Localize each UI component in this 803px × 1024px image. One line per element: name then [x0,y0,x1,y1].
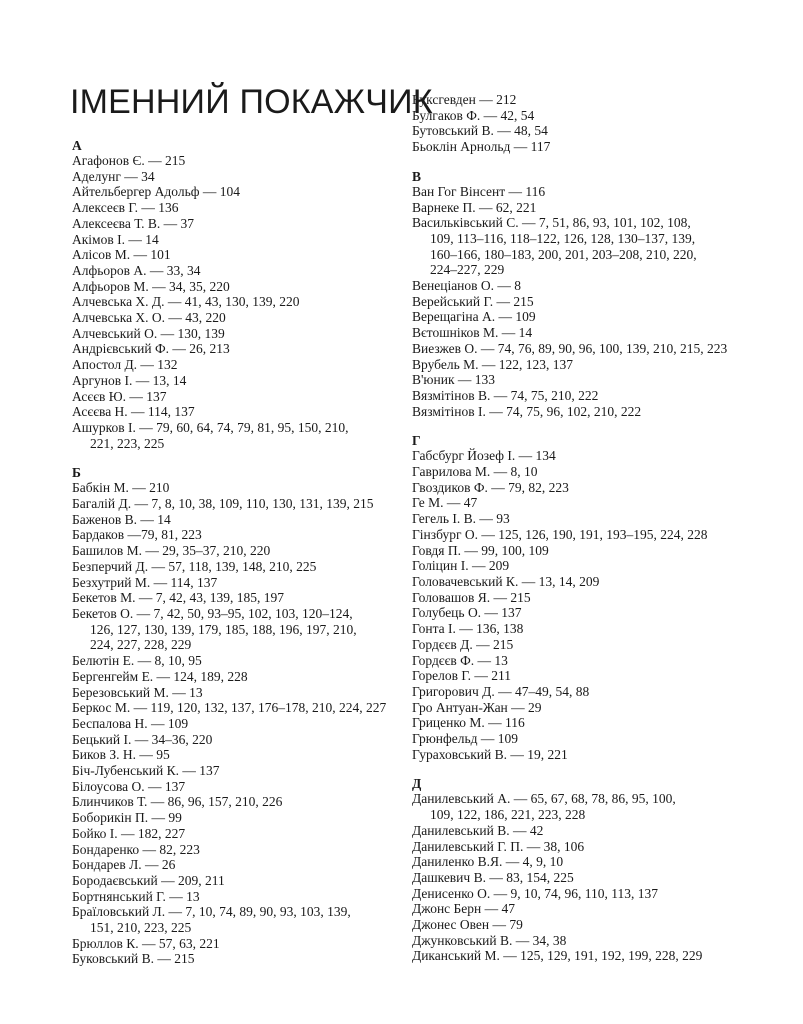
entry-continuation: 109, 113–116, 118–122, 126, 128, 130–137, 139, [430,230,696,246]
entry-text: Башилов М. — 29, 35–37, 210, 220 [72,543,271,559]
entry-text: Врубель М. — 122, 123, 137 [412,356,573,372]
index-entry [72,653,386,669]
entry-text: Вязмітінов В. — 74, 75, 210, 222 [412,387,599,403]
entry-text: Грюнфельд — 109 [412,731,519,747]
entry-text: Биков З. Н. — 95 [72,747,170,763]
entry-text: Алчевська Х. О. — 43, 220 [72,310,226,326]
entry-text: Апостол Д. — 132 [72,357,178,373]
index-entry [412,357,727,373]
index-entry [412,200,727,216]
index-entry [412,108,727,124]
entry-text: Бондарев Л. — 26 [72,857,176,873]
entry-text: Гінзбург О. — 125, 126, 190, 191, 193–195, 224, 228 [412,526,708,542]
index-entry [412,791,727,822]
page-title: ІМЕННИЙ ПОКАЖЧИК [70,83,433,121]
entry-continuation: 224–227, 229 [430,262,505,278]
entry-text: Алісов М. — 101 [72,247,171,263]
index-entry [72,794,386,810]
index-entry [412,637,727,653]
entry-text: Данилевський Г. П. — 38, 106 [412,838,585,854]
entry-text: Верейський Г. — 215 [412,293,534,309]
index-entry [412,839,727,855]
entry-text: Габсбург Йозеф І. — 134 [412,448,556,464]
index-entry [72,279,386,295]
entry-text: Диканський М. — 125, 129, 191, 192, 199, 228, 229 [412,948,703,964]
index-entry [412,404,727,420]
index-entry [72,951,386,967]
entry-text: Гаврилова М. — 8, 10 [412,464,538,480]
entry-text: Гро Антуан-Жан — 29 [412,699,542,715]
index-entry [72,575,386,591]
index-section [72,139,386,451]
section-letter: Г [412,433,421,449]
entry-text: Верещагіна А. — 109 [412,309,536,325]
entry-text: Вєтошніков М. — 14 [412,325,533,341]
index-entry [412,184,727,200]
index-entry [412,388,727,404]
entry-text: Джунковський В. — 34, 38 [412,932,567,948]
index-entry [72,747,386,763]
entry-text: Гонта І. — 136, 138 [412,621,524,637]
entry-text: Головашов Я. — 215 [412,589,531,605]
index-entry [412,92,727,108]
index-entry [72,842,386,858]
entry-text: Васильківський С. — 7, 51, 86, 93, 101, 102, 108, [412,215,691,231]
index-entry [412,139,727,155]
index-entry [412,325,727,341]
entry-text: Бородаєвський — 209, 211 [72,872,225,888]
index-entry [72,936,386,952]
index-entry [72,826,386,842]
index-entry [412,480,727,496]
entry-text: Ван Гог Вінсент — 116 [412,183,546,199]
entry-text: Аргунов І. — 13, 14 [72,372,187,388]
entry-text: Бутовський В. — 48, 54 [412,123,548,139]
index-entry [72,310,386,326]
entry-text: Бецький І. — 34–36, 220 [72,731,213,747]
entry-text: Гриценко М. — 116 [412,715,525,731]
index-entry [72,810,386,826]
index-entry [412,574,727,590]
index-entry [72,873,386,889]
index-entry [412,715,727,731]
entry-text: Бардаков —79, 81, 223 [72,527,202,543]
entry-text: Гордєєв Ф. — 13 [412,652,508,668]
index-entry [72,357,386,373]
index-entry [72,184,386,200]
index-entry [72,496,386,512]
index-section [412,434,727,762]
index-section [412,170,727,420]
entry-text: Вязмітінов І. — 74, 75, 96, 102, 210, 222 [412,403,642,419]
entry-text: Булгаков Ф. — 42, 54 [412,107,535,123]
entry-text: Алексеєв Г. — 136 [72,200,179,216]
entry-text: Говдя П. — 99, 100, 109 [412,542,549,558]
entry-text: Гордєєв Д. — 215 [412,636,514,652]
index-section [72,466,386,967]
index-entry [412,495,727,511]
entry-text: Алчевський О. — 130, 139 [72,325,225,341]
index-entry [412,341,727,357]
entry-text: Гвоздиков Ф. — 79, 82, 223 [412,479,569,495]
entry-text: Алексеєва Т. В. — 37 [72,215,194,231]
index-entry [412,215,727,278]
entry-text: Денисенко О. — 9, 10, 74, 96, 110, 113, 137 [412,885,659,901]
index-entry [412,700,727,716]
entry-text: Акімов І. — 14 [72,231,159,247]
index-entry [72,590,386,606]
index-entry [72,857,386,873]
index-entry [412,854,727,870]
entry-text: Буковський В. — 215 [72,951,195,967]
entry-text: Головачевський К. — 13, 14, 209 [412,573,600,589]
entry-continuation: 109, 122, 186, 221, 223, 228 [430,807,586,823]
entry-text: Брюллов К. — 57, 63, 221 [72,935,220,951]
entry-text: Білоусова О. — 137 [72,778,186,794]
index-section [412,92,727,155]
entry-text: Буксгевден — 212 [412,92,517,107]
index-entry [412,823,727,839]
index-entry [72,732,386,748]
index-entry [412,917,727,933]
entry-text: Бекетов М. — 7, 42, 43, 139, 185, 197 [72,590,285,606]
index-entry [72,700,386,716]
entry-text: Айтельбергер Адольф — 104 [72,184,240,200]
entry-text: Алфьоров А. — 33, 34 [72,262,201,278]
entry-text: Аделунг — 34 [72,168,155,184]
index-entry [72,247,386,263]
section-letter: Б [72,465,81,481]
index-entry [412,668,727,684]
entry-continuation: 221, 223, 225 [90,435,165,451]
entry-text: Беспалова Н. — 109 [72,715,189,731]
entry-text: Даниленко В.Я. — 4, 9, 10 [412,854,564,870]
index-entry [412,933,727,949]
index-entry [72,559,386,575]
entry-text: Багалій Д. — 7, 8, 10, 38, 109, 110, 130, 131, 139, 215 [72,496,374,512]
index-entry [72,404,386,420]
index-entry [412,372,727,388]
index-entry [72,326,386,342]
entry-text: Баженов В. — 14 [72,511,171,527]
entry-text: Бекетов О. — 7, 42, 50, 93–95, 102, 103, 120–124, [72,605,353,621]
entry-text: Варнеке П. — 62, 221 [412,199,537,215]
index-entry [72,904,386,935]
entry-text: Безперчий Д. — 57, 118, 139, 148, 210, 225 [72,558,317,574]
entry-text: Боборикін П. — 99 [72,810,182,826]
entry-text: Бьоклін Арнольд — 117 [412,139,551,155]
index-entry [72,263,386,279]
index-entry [412,527,727,543]
index-entry [72,480,386,496]
index-entry [412,590,727,606]
entry-text: Біч-Лубенський К. — 137 [72,763,220,779]
index-entry [72,341,386,357]
entry-text: Гегель І. В. — 93 [412,511,510,527]
entry-text: Голубець О. — 137 [412,605,522,621]
entry-text: Ге М. — 47 [412,495,478,511]
index-entry [72,543,386,559]
index-entry [72,669,386,685]
entry-text: Алфьоров М. — 34, 35, 220 [72,278,230,294]
index-entry [412,278,727,294]
entry-text: Андрієвський Ф. — 26, 213 [72,341,230,357]
index-entry [412,948,727,964]
index-entry [72,200,386,216]
index-section [412,777,727,964]
index-entry [412,558,727,574]
index-entry [412,886,727,902]
entry-text: Джонс Берн — 47 [412,901,516,917]
index-entry [72,294,386,310]
index-entry [412,605,727,621]
entry-text: Голіцин І. — 209 [412,558,510,574]
index-entry [412,621,727,637]
index-entry [412,901,727,917]
index-entry [72,512,386,528]
index-entry [72,232,386,248]
index-entry [72,389,386,405]
index-entry [412,294,727,310]
index-entry [412,309,727,325]
section-letter: В [412,168,422,184]
index-entry [72,779,386,795]
entry-text: Дашкевич В. — 83, 154, 225 [412,869,574,885]
index-entry [412,684,727,700]
index-entry [412,747,727,763]
entry-text: Алчевська Х. Д. — 41, 43, 130, 139, 220 [72,294,300,310]
entry-text: Березовський М. — 13 [72,684,203,700]
entry-text: Джонес Овен — 79 [412,917,523,933]
index-entry [412,653,727,669]
section-letter: Д [412,776,422,792]
entry-text: Гураховський В. — 19, 221 [412,746,568,762]
entry-text: Горелов Г. — 211 [412,668,512,684]
entry-text: Бортнянський Г. — 13 [72,888,200,904]
entry-text: Блинчиков Т. — 86, 96, 157, 210, 226 [72,794,283,810]
index-entry [412,464,727,480]
index-entry [72,716,386,732]
section-letter: А [72,138,82,153]
entry-text: Бергенгейм Е. — 124, 189, 228 [72,668,248,684]
entry-continuation: 151, 210, 223, 225 [90,920,192,936]
entry-text: Данилевський А. — 65, 67, 68, 78, 86, 95, 100, [412,791,676,807]
entry-continuation: 224, 227, 228, 229 [90,637,192,653]
index-entry [72,420,386,451]
index-entry [72,685,386,701]
index-entry [412,870,727,886]
entry-text: Браїловський Л. — 7, 10, 74, 89, 90, 93, 103, 139, [72,904,351,920]
entry-text: Бабкін М. — 210 [72,480,170,496]
entry-text: Асєєва Н. — 114, 137 [72,404,195,420]
entry-text: Асєєв Ю. — 137 [72,388,167,404]
index-entry [72,606,386,653]
index-entry [72,889,386,905]
entry-text: Григорович Д. — 47–49, 54, 88 [412,683,590,699]
index-entry [412,123,727,139]
index-entry [412,448,727,464]
index-entry [72,169,386,185]
entry-text: Белютін Е. — 8, 10, 95 [72,653,202,669]
index-entry [72,153,386,169]
index-entry [72,527,386,543]
index-entry [72,216,386,232]
entry-text: Агафонов Є. — 215 [72,153,186,168]
index-entry [412,511,727,527]
entry-text: Бондаренко — 82, 223 [72,841,200,857]
index-entry [412,543,727,559]
entry-text: Данилевський В. — 42 [412,822,544,838]
entry-continuation: 126, 127, 130, 139, 179, 185, 188, 196, 197, 210, [90,621,357,637]
entry-text: Беркос М. — 119, 120, 132, 137, 176–178, 210, 224, 227 [72,700,387,716]
entry-text: Бойко І. — 182, 227 [72,825,186,841]
index-entry [72,373,386,389]
entry-text: Виезжев О. — 74, 76, 89, 90, 96, 100, 139, 210, 215, 223 [412,340,728,356]
entry-text: Безхутрий М. — 114, 137 [72,574,218,590]
entry-continuation: 160–166, 180–183, 200, 201, 203–208, 210, 220, [430,246,697,262]
entry-text: В'юник — 133 [412,372,496,388]
entry-text: Ашурков І. — 79, 60, 64, 74, 79, 81, 95, 150, 210, [72,419,349,435]
index-entry [72,763,386,779]
index-entry [412,731,727,747]
entry-text: Венеціанов О. — 8 [412,278,522,294]
